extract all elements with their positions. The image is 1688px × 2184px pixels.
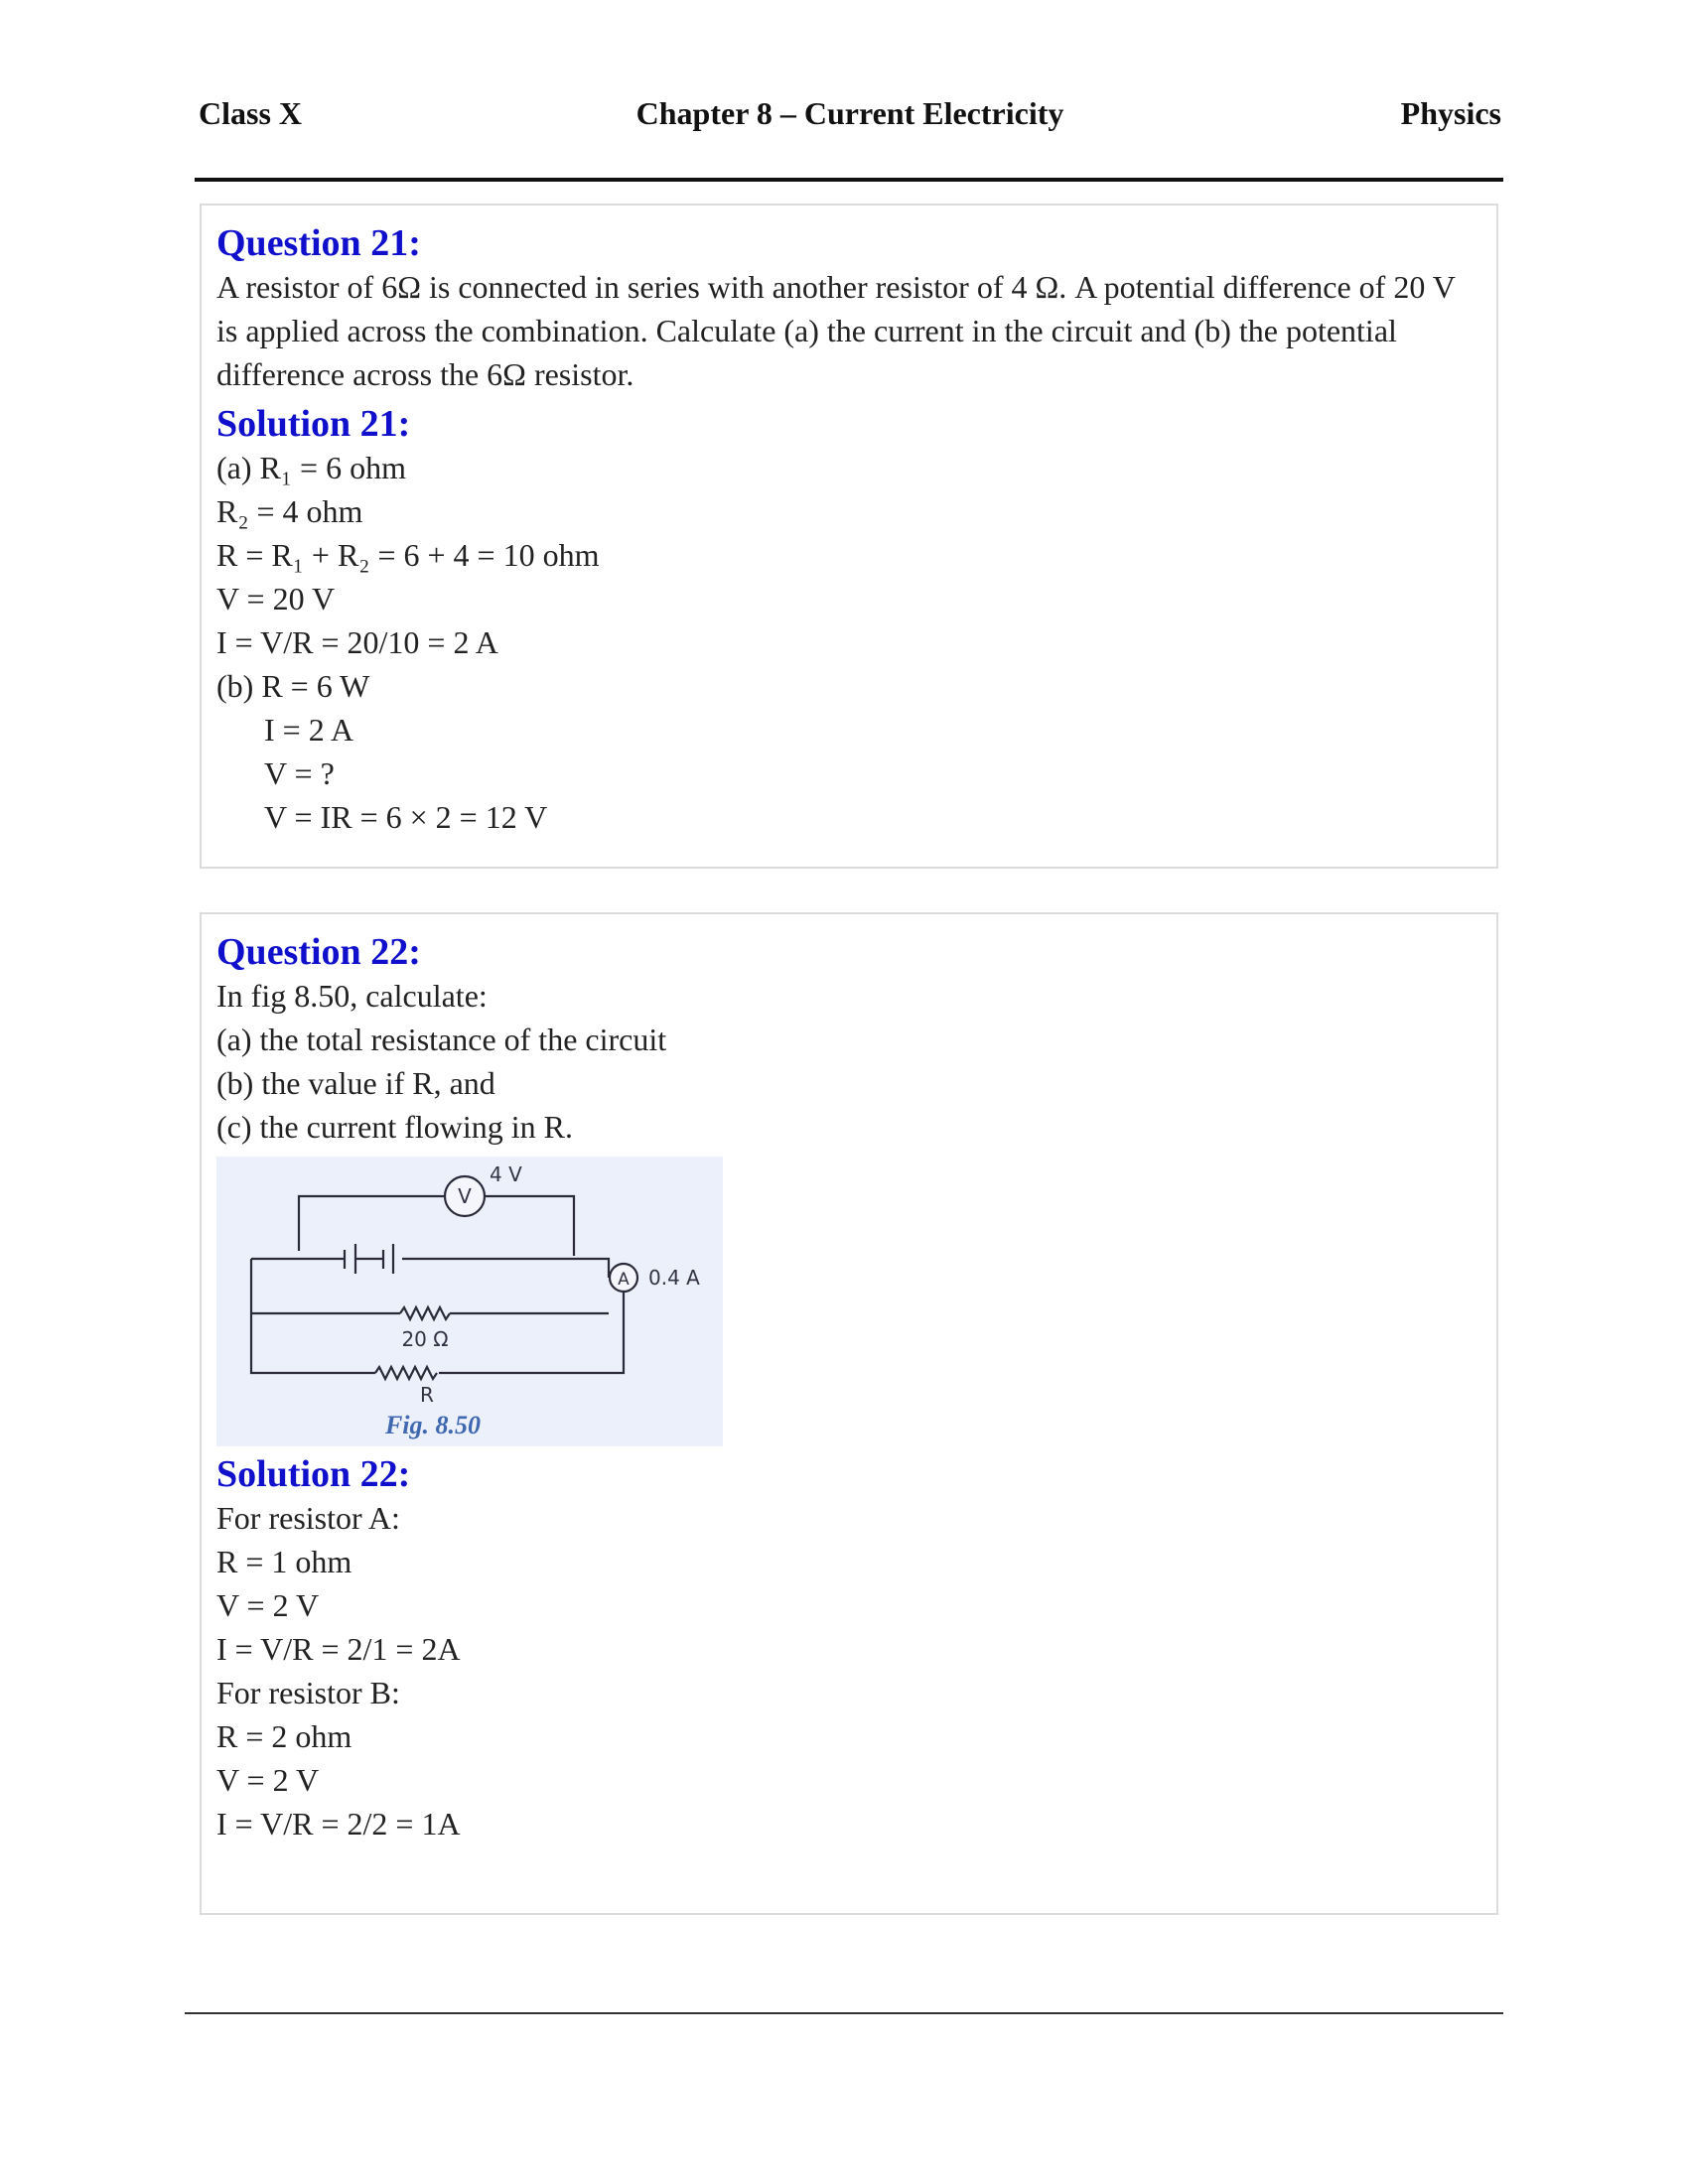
solution-22-line: I = V/R = 2/2 = 1A <box>216 1806 461 1842</box>
question-22-line: (b) the value if R, and <box>216 1065 495 1101</box>
solution-21-line: I = 2 A <box>264 712 354 748</box>
question-22-line: (a) the total resistance of the circuit <box>216 1022 667 1057</box>
solution-22-line: For resistor B: <box>216 1675 400 1710</box>
solution-22-line: V = 2 V <box>216 1587 320 1623</box>
resistor-r <box>375 1367 437 1379</box>
resistor-r-label: R <box>420 1383 434 1407</box>
header-chapter: Chapter 8 – Current Electricity <box>635 95 1064 131</box>
question-21-text: A resistor of 6Ω is connected in series with another resistor of 4 Ω. A potential difference of 20 V is applied across the combination. Calculate (a) the current in the circuit and (b) the potential difference across the 6Ω resistor. <box>216 269 1456 392</box>
wire <box>251 1259 375 1373</box>
question-21-title: Question 21: <box>216 222 421 264</box>
solution-21-line: I = V/R = 20/10 = 2 A <box>216 624 498 660</box>
header-subject: Physics <box>1400 95 1501 131</box>
figure-caption: Fig. 8.50 <box>384 1411 482 1439</box>
solution-21-title: Solution 21: <box>216 403 411 445</box>
solution-21-line: V = 20 V <box>216 581 336 616</box>
resistor-20-ohm <box>400 1307 450 1319</box>
question-22-line: (c) the current flowing in R. <box>216 1109 573 1145</box>
question-21-box <box>200 204 1498 869</box>
ammeter-symbol: A <box>618 1270 630 1290</box>
wire <box>485 1196 574 1256</box>
solution-21-line: V = IR = 6 × 2 = 12 V <box>264 799 548 835</box>
wire <box>299 1196 445 1251</box>
header-divider <box>195 178 1503 182</box>
question-22-title: Question 22: <box>216 931 421 973</box>
solution-21-line: R = R₁ + R₂ = 6 + 4 = 10 ohm <box>216 537 600 573</box>
solution-21-line: V = ? <box>264 755 335 791</box>
ammeter-reading: 0.4 A <box>648 1266 700 1290</box>
circuit-diagram <box>216 1157 723 1446</box>
voltmeter-symbol: V <box>458 1184 472 1208</box>
footer-divider <box>185 2012 1503 2014</box>
voltmeter-reading: 4 V <box>490 1162 522 1186</box>
header-class: Class X <box>199 95 303 131</box>
page-header <box>199 95 1501 145</box>
solution-22-line: V = 2 V <box>216 1762 320 1798</box>
solution-21-line: (b) R = 6 W <box>216 668 370 704</box>
circuit-figure <box>216 1157 723 1446</box>
resistor-20-ohm-label: 20 Ω <box>401 1327 449 1351</box>
solution-22-line: I = V/R = 2/1 = 2A <box>216 1631 461 1667</box>
solution-22-title: Solution 22: <box>216 1453 411 1495</box>
wire <box>402 1259 609 1278</box>
question-22-line: In fig 8.50, calculate: <box>216 978 488 1014</box>
solution-21-line: (a) R₁ = 6 ohm <box>216 450 406 485</box>
solution-22-line: R = 1 ohm <box>216 1544 352 1579</box>
solution-22-line: R = 2 ohm <box>216 1718 352 1754</box>
question-22-box <box>200 912 1498 1915</box>
solution-21-line: R₂ = 4 ohm <box>216 493 363 529</box>
solution-22-line: For resistor A: <box>216 1500 400 1536</box>
wire <box>439 1278 624 1373</box>
